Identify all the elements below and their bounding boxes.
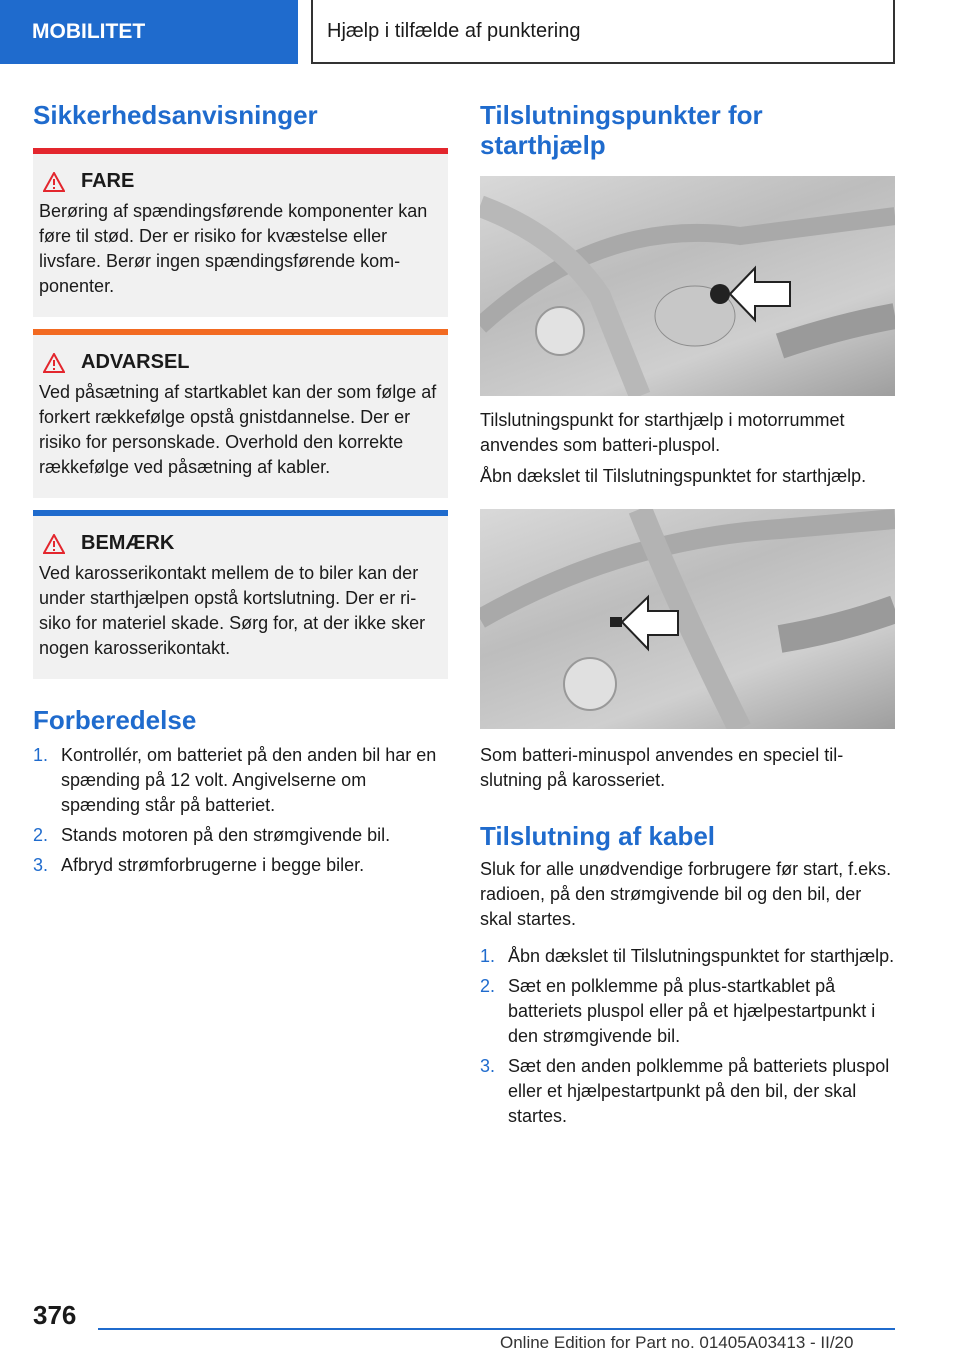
warning-icon (43, 353, 65, 373)
notice-callout (33, 510, 448, 679)
photo-caption-positive: Tilslutningspunkt for starthjælp i motorrummet anvendes som batteri-pluspol. (480, 410, 845, 455)
list-item (33, 743, 448, 818)
warning-icon (43, 172, 65, 192)
engine-bay-photo-negative (480, 509, 895, 729)
step-text: Sæt den anden polklemme på batteriets pluspol eller et hjælpestartpunkt på den bil, der skal startes. (508, 1056, 890, 1126)
danger-bar (33, 148, 448, 154)
notice-label: BEMÆRK (81, 532, 175, 554)
chapter-title: Hjælp i tilfælde af punktering (327, 19, 581, 42)
left-column (33, 100, 448, 883)
list-item (480, 974, 895, 1049)
step-number: 2. (480, 976, 496, 996)
step-text: Åbn dækslet til Tilslutningspunktet for starthjælp. (508, 946, 895, 966)
danger-label: FARE (81, 170, 135, 192)
section-label: MOBILITET (32, 20, 146, 43)
photo-caption-negative: Som batteri-minuspol anvendes en speciel tilslutning på karosseriet. (480, 745, 844, 790)
notice-bar (33, 510, 448, 516)
list-item (480, 1054, 895, 1129)
chapter-header (311, 0, 895, 64)
engine-bay-photo-positive (480, 176, 895, 396)
open-cover-text: Åbn dækslet til Tilslutningspunktet for starthjælp. (480, 466, 867, 486)
step-number: 2. (33, 825, 49, 845)
footer-divider (98, 1328, 895, 1330)
section-tab (0, 0, 298, 64)
edition-note: Online Edition for Part no. 01405A03413 - II/20 (500, 1333, 854, 1352)
step-number: 1. (480, 946, 496, 966)
notice-text: Ved karosserikontakt mellem de to biler kan der under starthjælpen opstå kortslutning. Der er risiko for materiel skade. Sørg for, at der ikke sker nogen karosserikontakt. (39, 563, 426, 658)
jumpstart-points-heading: Tilslutningspunkter for starthjælp (480, 100, 763, 160)
connect-cable-heading: Tilslutning af kabel (480, 821, 716, 851)
danger-callout (33, 148, 448, 317)
warning-text: Ved påsætning af startkablet kan der som følge af forkert rækkefølge opstå gnistdannelse. Der er risiko for personskade. Overhold den korrekte rækkefølge ved påsætning af kabler. (39, 382, 437, 477)
warning-label: ADVARSEL (81, 351, 190, 373)
list-item (33, 823, 448, 848)
step-text: Stands motoren på den strømgivende bil. (61, 825, 391, 845)
safety-heading: Sikkerhedsanvisninger (33, 100, 318, 130)
step-text: Sæt en polklemme på plus-startkablet på batteriets pluspol eller på et hjælpestartpunkt i den strømgivende bil. (508, 976, 876, 1046)
preparation-steps (33, 743, 448, 878)
callout-list (33, 148, 448, 679)
preparation-heading: Forberedelse (33, 705, 197, 735)
step-number: 3. (33, 855, 49, 875)
warning-callout (33, 329, 448, 498)
danger-text: Berøring af spændingsførende komponenter kan føre til stød. Der er risiko for kvæstelse eller livsfare. Berør ingen spændingsførende komponenter. (39, 201, 428, 296)
step-number: 3. (480, 1056, 496, 1076)
right-column (480, 100, 895, 1134)
negative-terminal-illustration (480, 509, 895, 729)
positive-terminal-illustration (480, 176, 895, 396)
step-number: 1. (33, 745, 49, 765)
page-number: 376 (33, 1300, 77, 1330)
warning-icon (43, 534, 65, 554)
list-item (480, 944, 895, 969)
step-text: Afbryd strømforbrugerne i begge biler. (61, 855, 365, 875)
step-text: Kontrollér, om batteriet på den anden bil har en spænding på 12 volt. Angivelserne om spænding står på batteriet. (61, 745, 437, 815)
warning-bar (33, 329, 448, 335)
list-item (33, 853, 448, 878)
connect-steps (480, 944, 895, 1129)
connect-intro: Sluk for alle unødvendige forbrugere før start, f.eks. radioen, på den strømgivende bil og den bil, der skal startes. (480, 859, 892, 929)
